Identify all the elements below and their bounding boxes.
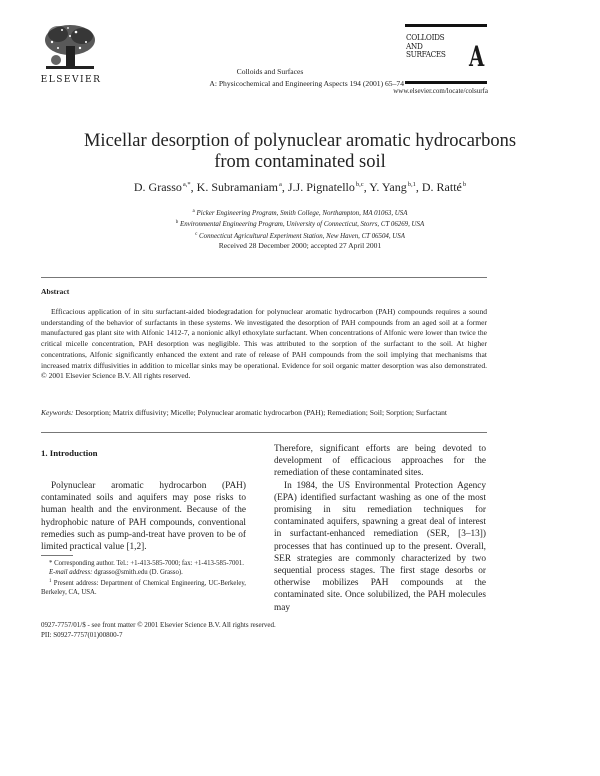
abstract-heading: Abstract xyxy=(41,287,70,296)
footnote-rule xyxy=(41,555,73,556)
journal-name: Colloids and Surfaces xyxy=(236,67,304,76)
cover-bottom-bar xyxy=(405,81,487,84)
author-list: D. Grasso $^{a,*}$, K. Subramaniam $^a$, J.J. Pignatello $^{b,c}$, Y. Yang $^{b,1}$, D. Ratté $^b$ xyxy=(133,180,467,194)
cover-top-bar xyxy=(405,24,487,27)
affiliation-marker: b xyxy=(175,220,179,226)
abstract-body xyxy=(41,307,487,382)
author-affiliation-marker: a,* xyxy=(182,181,191,188)
email-label: E-mail address: xyxy=(49,568,93,576)
affiliation-marker: c xyxy=(195,231,198,237)
footnote-marker: 1 xyxy=(49,578,52,584)
author: D. Grasso xyxy=(133,180,182,194)
divider-bottom xyxy=(41,432,487,433)
author: D. Ratté xyxy=(421,180,462,194)
abstract-text: Efficacious application of in situ surfactant-aided biodegradation for polynuclear aromatic hydrocarbon (PAH) compounds requires a sound understanding of the behavior of surfactants in these systems. We investigated the desorption of PAH compounds from an aged soil at a former manufactured gas plant site with Alfonic 1412-7, a nonionic alkyl ethoxylate surfactant. When concentrations of Alfonic were lower than twice the critical micelle concentration, PAH desorption was negligible. This was attributed to the sorption of the surfactant to the soil. At higher concentrations, Alfonic significantly enhanced the extent and rate of release of PAH compounds from the soil implying that mechanisms that increased matrix diffusivities in addition to micellar sinks may be operational. Evidence for soil organic matter desorption was also demonstrated. © 2001 Elsevier Science B.V. All rights reserved. xyxy=(41,307,487,381)
left-column xyxy=(41,480,246,553)
footnote-present-address xyxy=(41,578,246,598)
divider-top xyxy=(41,277,487,278)
journal-citation: A: Physicochemical and Engineering Aspects 194 (2001) 65–74 xyxy=(209,79,404,88)
intro-paragraph: Polynuclear aromatic hydrocarbon (PAH) contaminated soils and aquifers may pose risks to human health and the environment. Because of the hydrophobic nature of PAH compounds, conventional remedies such as pump-and-treat have proven to be of limited practical value [1,2]. xyxy=(41,481,246,553)
section-heading-introduction: 1. Introduction xyxy=(41,448,98,458)
intro-paragraph: Therefore, significant efforts are being devoted to development of efficacious approaches for the remediation of these contaminated sites. xyxy=(274,444,486,479)
title-line-1: Micellar desorption of polynuclear aromatic hydrocarbons xyxy=(83,131,517,151)
copyright-line: 0927-7757/01/$ - see front matter © 2001 Elsevier Science B.V. All rights reserved. xyxy=(41,621,276,629)
affiliations xyxy=(30,207,570,241)
received-dates: Received 28 December 2000; accepted 27 April 2001 xyxy=(218,241,382,250)
footnote-corresponding-author: * Corresponding author. Tel.: +1-413-585-7000; fax: +1-413-585-7001. xyxy=(49,560,244,567)
intro-paragraph: In 1984, the US Environmental Protection Agency (EPA) identified surfactant washing as one of the most promising in situ remediation techniques for contaminated aquifers, spawning a great deal of interest in surfactant-enhanced remediation (SER, [3–13]) processes that has continued up to the present. Overall, SER strategies are commonly characterized by two sequential process stages. The first stage desorbs or otherwise mobilizes PAH compounds at the contaminated site. Once solubilized, the PAH molecules may xyxy=(274,480,486,613)
article-title xyxy=(30,131,570,173)
present-address-text: Present address: Department of Chemical Engineering, UC-Berkeley, Berkeley, CA, USA. xyxy=(41,579,246,596)
title-line-2: from contaminated soil xyxy=(214,152,386,172)
author: J.J. Pignatello xyxy=(287,180,355,194)
cover-title xyxy=(406,34,446,60)
affiliation-text: Picker Engineering Program, Smith College, Northampton, MA 01063, USA xyxy=(196,210,408,217)
affiliation-marker: a xyxy=(192,209,195,214)
publisher-name: ELSEVIER xyxy=(40,75,102,85)
keywords-label: Keywords: xyxy=(41,408,74,417)
affiliation-text: Connecticut Agricultural Experiment Station, New Haven, CT 06504, USA xyxy=(199,232,405,240)
author: Y. Yang xyxy=(369,180,407,194)
right-column xyxy=(274,443,486,614)
keywords xyxy=(41,408,487,419)
author-affiliation-marker: b,c xyxy=(355,181,364,188)
front-matter xyxy=(41,620,381,640)
journal-cover-logo xyxy=(403,24,487,84)
keywords-list: Desorption; Matrix diffusivity; Micelle; Polynuclear aromatic hydrocarbon (PAH); Remediation; Soil; Sorption; Surfactant xyxy=(75,408,447,417)
email-address[interactable]: dgrasso@smith.edu (D. Grasso). xyxy=(94,568,183,576)
author-affiliation-marker: b,1 xyxy=(407,181,416,188)
affiliation xyxy=(30,230,570,241)
affiliation xyxy=(30,207,570,218)
affiliation xyxy=(30,218,570,229)
author: K. Subramaniam xyxy=(196,180,278,194)
author-affiliation-marker: b xyxy=(462,181,467,188)
footnotes xyxy=(41,560,246,598)
pii-line: PII: S0927-7757(01)00800-7 xyxy=(41,631,123,639)
author-affiliation-marker: a xyxy=(279,181,282,188)
affiliation-text: Environmental Engineering Program, University of Connecticut, Storrs, CT 06269, USA xyxy=(180,221,425,229)
cover-section-letter: A xyxy=(469,40,485,73)
cover-line-2: AND xyxy=(406,41,423,52)
journal-url[interactable]: www.elsevier.com/locate/colsurfa xyxy=(393,87,488,95)
cover-line-1: COLLOIDS xyxy=(406,33,445,43)
footnote-email xyxy=(41,569,246,578)
cover-line-3: SURFACES xyxy=(406,50,446,61)
